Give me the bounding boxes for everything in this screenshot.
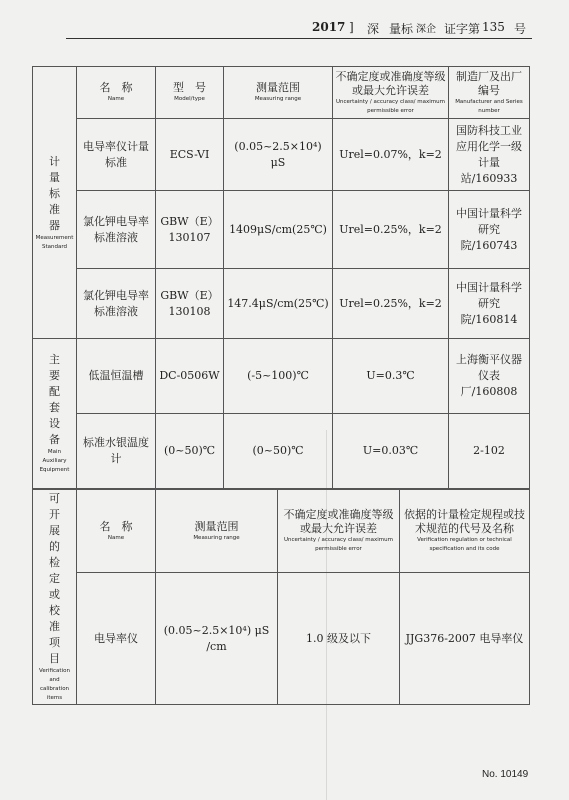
cell-range: (-5~100)℃	[224, 339, 333, 414]
main-equipment-label: 主 要 配 套 设 备 Main Auxiliary Equipment	[33, 339, 77, 489]
col-header-range: 测量范围 Measuring range	[156, 490, 278, 573]
table-row	[33, 269, 530, 339]
header-number: 135	[482, 20, 505, 34]
table-row	[33, 414, 530, 489]
cell-range: (0.05~2.5×10⁴) μS	[224, 119, 333, 191]
cell-uncertainty: U=0.03℃	[333, 414, 449, 489]
verification-table	[32, 489, 530, 705]
cell-name: 氯化钾电导率标准溶液	[77, 269, 156, 339]
header-zhengzi: 证字第	[444, 22, 481, 36]
verification-items-label: 可 开 展 的 检 定 或 校 准 项 目 Verification and calibration items	[33, 490, 77, 705]
cell-uncertainty: U=0.3℃	[333, 339, 449, 414]
col-header-uncertainty: 不确定度或准确度等级或最大允许误差 Uncertainty / accuracy class/ maximum permissible error	[278, 490, 400, 573]
col-header-range: 测量范围 Measuring range	[224, 67, 333, 119]
cell-name: 电导率仪	[77, 573, 156, 705]
document-number: No. 10149	[482, 769, 529, 780]
cell-manufacturer: 中国计量科学研究院/160743	[449, 191, 530, 269]
cell-range: (0~50)℃	[224, 414, 333, 489]
header-shen: 深	[367, 22, 380, 36]
col-header-manufacturer: 制造厂及出厂编号 Manufacturer and Series number	[449, 67, 530, 119]
cell-range: 1409μS/cm(25℃)	[224, 191, 333, 269]
table-row	[33, 339, 530, 414]
col-header-name: 名 称 Name	[77, 490, 156, 573]
cell-manufacturer: 2-102	[449, 414, 530, 489]
cell-manufacturer: 国防科技工业应用化学一级计量站/160933	[449, 119, 530, 191]
standards-header-row	[33, 67, 530, 119]
cell-model: DC-0506W	[156, 339, 224, 414]
standards-table	[32, 66, 530, 489]
header-rule	[66, 38, 532, 39]
cell-uncertainty: Urel=0.25%，k=2	[333, 191, 449, 269]
cell-model: (0~50)℃	[156, 414, 224, 489]
cell-uncertainty: Urel=0.07%，k=2	[333, 119, 449, 191]
cell-regulation: JJG376-2007 电导率仪	[400, 573, 530, 705]
cell-manufacturer: 上海衡平仪器仪表厂/160808	[449, 339, 530, 414]
cell-range: 147.4μS/cm(25℃)	[224, 269, 333, 339]
measurement-standard-label: 计 量 标 准 器 Measurement Standard	[33, 67, 77, 339]
table-row	[33, 119, 530, 191]
cell-model: ECS-VI	[156, 119, 224, 191]
cell-name: 电导率仪计量标准	[77, 119, 156, 191]
cell-manufacturer: 中国计量科学研究院/160814	[449, 269, 530, 339]
header-shenqi: 深企	[416, 24, 436, 35]
col-header-uncertainty: 不确定度或准确度等级或最大允许误差 Uncertainty / accuracy class/ maximum permissible error	[333, 67, 449, 119]
cell-name: 氯化钾电导率标准溶液	[77, 191, 156, 269]
cell-model: GBW（E）130108	[156, 269, 224, 339]
cell-range: (0.05~2.5×10⁴) μS /cm	[156, 573, 278, 705]
col-header-name: 名 称 Name	[77, 67, 156, 119]
verification-header-row	[33, 490, 530, 573]
cell-name: 标准水银温度计	[77, 414, 156, 489]
cell-name: 低温恒温槽	[77, 339, 156, 414]
header-liangbiao: 量标	[389, 22, 414, 36]
cell-model: GBW（E）130107	[156, 191, 224, 269]
col-header-model: 型 号 Model/type	[156, 67, 224, 119]
col-header-regulation: 依据的计量检定规程或技术规范的代号及名称 Verification regulation or technical specification and its code	[400, 490, 530, 573]
certificate-header	[0, 14, 569, 36]
header-year: 2017	[312, 20, 346, 34]
header-hao: 号	[514, 22, 527, 36]
table-row	[33, 573, 530, 705]
cell-uncertainty: 1.0 级及以下	[278, 573, 400, 705]
table-row	[33, 191, 530, 269]
header-bracket: ]	[349, 20, 354, 34]
cell-uncertainty: Urel=0.25%，k=2	[333, 269, 449, 339]
